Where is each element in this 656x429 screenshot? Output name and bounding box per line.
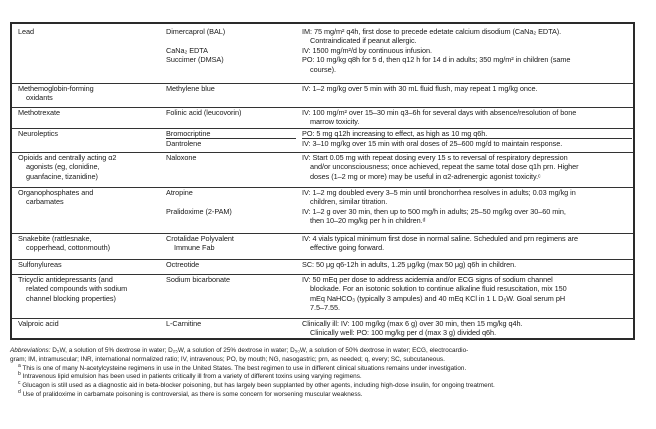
antidote-cell [166,234,296,253]
antidote-entry [166,319,296,338]
dose-text: doses (1–2 mg or more) may be useful in α2-adrenergic agonist toxicity.ᶜ [310,171,541,181]
dose-text: IV: 1–2 mg/kg over 5 min with 30 mL fluid flush, may repeat 1 mg/kg once. [302,84,538,93]
footnote-mark: a [18,362,21,369]
dose-entry [302,275,632,313]
poison-text: Neuroleptics [18,129,58,138]
footnote-text: Glucagon is still used as a diagnostic aid in beta-blocker poisoning, but has largely been supplanted by other agents, including high-dose insulin, for ongoing treatment. [22,382,495,390]
antidote-name: Sodium bicarbonate [166,275,231,284]
dose-entry [302,139,632,148]
table-row [12,275,633,319]
poison-text: Methemoglobin-forming [18,84,94,93]
poison-text: Lead [18,27,35,36]
abbreviations-text-1: D₅W, a solution of 5% dextrose in water; D₂₅W, a solution of 25% dextrose in water; D₅₀W, a solution of 50% dextrose in water; ECG, electrocardio- [50,347,469,354]
antidote-entry [166,46,296,55]
dose-cell [302,234,632,253]
antidote-entry [166,153,296,181]
dose-text: IV: 1–2 g over 30 min, then up to 500 mg/h in adults; 25–50 mg/kg over 30–60 min, [302,206,566,216]
dose-cell [302,319,632,338]
antidote-entry [166,207,296,226]
table-row [12,319,633,340]
antidote-name: Bromocriptine [166,129,211,138]
footnote-mark: d [18,388,21,395]
dose-text: blockade. For an isotonic solution to continue alkaline fluid resuscitation, mix 150 [310,284,567,294]
dose-text: Clinically ill: IV: 100 mg/kg (max 6 g) over 30 min, then 15 mg/kg q4h. [302,319,523,328]
footnote-text: Intravenous lipid emulsion has been used in patients critically ill from a variety of different toxins using varying regimens. [22,373,362,381]
antidote-name-cont: Immune Fab [174,243,215,253]
poison-text: carbamates [26,197,64,207]
antidote-name: Succimer (DMSA) [166,55,224,65]
poison-text: guanfacine, tizanidine) [26,171,98,181]
antidote-name: Atropine [166,188,193,197]
antidote-entry [166,260,296,269]
poison-cell [18,275,168,303]
dose-entry [302,319,632,338]
dose-cell [302,260,632,269]
poison-text: Sulfonylureas [18,260,62,269]
dose-entry [302,207,632,226]
poison-text: related compounds with sodium [26,284,128,294]
table-row [12,129,633,153]
dose-text: Clinically well: PO: 100 mg/kg per d (max 3 g) divided q6h. [310,328,497,338]
poison-cell [18,129,168,138]
poison-text: Methotrexate [18,108,60,117]
antidote-name: Octreotide [166,260,200,269]
antidote-cell [166,319,296,338]
dose-text: IV: 100 mg/m² over 15–30 min q3–6h for several days with absence/resolution of bone [302,108,577,117]
table-row [12,84,633,108]
dose-text: IV: 1500 mg/m²/d by continuous infusion. [302,45,432,55]
poison-text: agonists (eg, clonidine, [26,162,100,172]
dose-entry [302,188,632,207]
poison-cell [18,319,168,328]
antidote-name: Dimercaprol (BAL) [166,27,226,36]
antidote-entry [166,188,296,207]
antidote-name: L-Carnitine [166,319,202,328]
abbreviations-line-1 [10,347,650,356]
dose-text: IV: Start 0.05 mg with repeat dosing every 15 s to reversal of respiratory depression [302,153,568,162]
dose-entry [302,55,632,74]
table-notes [10,347,650,400]
footnote-mark: b [18,371,21,378]
dose-cell [302,27,632,74]
footnote-c [10,382,650,391]
antidote-entry [166,27,296,46]
antidote-name: Folinic acid (leucovorin) [166,108,242,117]
dose-text: then 10–20 mg/kg per h in children.ᵈ [310,216,426,226]
dose-text: IV: 1–2 mg doubled every 3–5 min until bronchorrhea resolves in adults; 0.03 mg/kg in [302,188,576,197]
antidote-entry [166,108,296,127]
antidote-entry [166,129,296,139]
dose-text: Contraindicated if peanut allergic. [310,36,417,46]
poison-cell [18,27,168,36]
dose-cell [302,153,632,181]
antidote-name: Methylene blue [166,84,215,93]
poison-cell [18,234,168,253]
abbreviations-line-2: gram; IM, intramuscular; INR, international normalized ratio; IV, intravenous; PO, by mouth; NG, nasogastric; prn, as needed; q, every; SC, subcutaneous. [10,355,445,363]
dose-text: effective going forward. [310,243,385,253]
antidote-cell [166,84,296,93]
dose-text: and/or unconsciousness; once achieved, repeat the same total dose q1h prn. Higher [310,162,579,172]
dose-cell [302,129,632,149]
table-row [12,153,633,188]
dose-entry [302,27,632,46]
table-row [12,188,633,234]
abbreviations-label: Abbreviations: [10,347,51,354]
antidote-entry [166,234,296,253]
poison-cell [18,108,168,117]
antidote-name: Pralidoxime (2-PAM) [166,206,232,216]
dose-entry [302,84,632,93]
poison-text: Organophosphates and [18,188,94,197]
antidote-cell [166,27,296,74]
antidote-entry [166,139,296,148]
poison-cell [18,260,168,269]
antidote-name: Naloxone [166,153,197,162]
dose-entry [302,260,632,269]
dose-text: IM: 75 mg/m² q4h, first dose to precede edetate calcium disodium (CaNa₂ EDTA). [302,27,562,36]
dose-text: children, similar titration. [310,197,388,207]
dose-text: mEq NaHCO₃ (typically 3 ampules) and 40 mEq KCl in 1 L D₅W. Goal serum pH [310,293,566,303]
dose-text: 7.5–7.55. [310,303,340,313]
dose-text: PO: 10 mg/kg q8h for 5 d, then q12 h for 14 d in adults; 350 mg/m² in children (same [302,55,571,65]
dose-text: PO: 5 mg q12h increasing to effect, as high as 10 mg q6h. [302,129,488,138]
dose-entry [302,129,632,139]
dose-text: IV: 3–10 mg/kg over 15 min with oral doses of 25–600 mg/d to maintain response. [302,139,563,149]
footnote-text: Use of pralidoxime in carbamate poisoning is controversial, as there is some concern for worsening muscular weakness. [22,390,363,398]
dose-cell [302,188,632,226]
dose-cell [302,275,632,313]
table-row [12,234,633,260]
poison-cell [18,188,168,207]
antidote-table [10,22,635,340]
dose-entry [302,46,632,55]
dose-text: SC: 50 μg q6-12h in adults, 1.25 μg/kg (max 50 μg) q6h in children. [302,260,517,269]
antidote-cell [166,108,296,127]
dose-text: course). [310,64,336,74]
antidote-name: Dantrolene [166,139,202,149]
footnote-d [10,388,650,400]
poison-text: Snakebite (rattlesnake, [18,234,92,243]
footnote-text: This is one of many N-acetylcysteine regimens in use in the United States. The best regimen to use in different clinical situations remains under investigation. [22,364,467,372]
dose-entry [302,234,632,253]
dose-entry [302,153,632,181]
poison-text: channel blocking properties) [26,293,116,303]
table-row [12,108,633,129]
dose-text: IV: 50 mEq per dose to address acidemia and/or ECG signs of sodium channel [302,275,553,284]
poison-text: Opioids and centrally acting α2 [18,153,117,162]
antidote-cell [166,260,296,269]
antidote-cell [166,188,296,226]
table-row [12,27,633,84]
antidote-name: Crotalidae Polyvalent [166,234,234,243]
dose-text: marrow toxicity. [310,117,360,127]
dose-entry [302,108,632,127]
dose-cell [302,108,632,127]
footnote-b [10,373,650,382]
dose-text: IV: 4 vials typical minimum first dose in normal saline. Scheduled and prn regimens are [302,234,579,243]
antidote-entry [166,275,296,313]
antidote-cell [166,129,296,149]
footnote-mark: c [18,380,21,387]
antidote-cell [166,275,296,313]
table-row [12,260,633,275]
antidote-entry [166,84,296,93]
poison-text: Valproic acid [18,319,59,328]
dose-cell [302,84,632,93]
poison-text: copperhead, cottonmouth) [26,243,110,253]
poison-cell [18,153,168,181]
poison-text: oxidants [26,93,53,103]
antidote-name: CaNa₂ EDTA [166,45,208,55]
poison-cell [18,84,168,103]
antidote-cell [166,153,296,181]
poison-text: Tricyclic antidepressants (and [18,275,113,284]
antidote-entry [166,55,296,74]
